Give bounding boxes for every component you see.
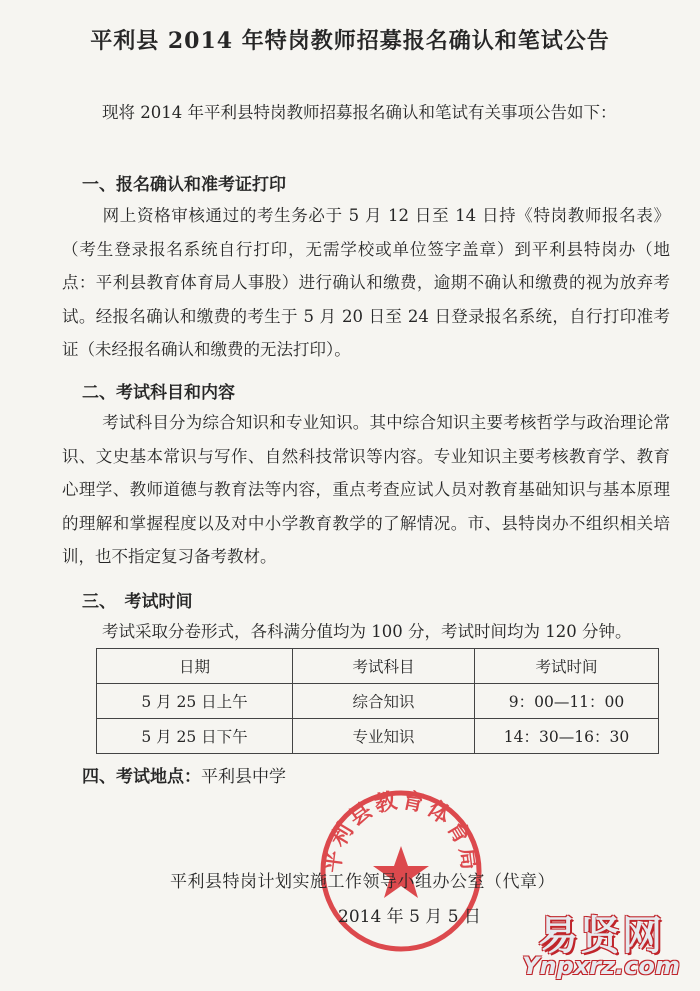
watermark-url: Ynpxrz.com [522,952,680,980]
section-3-body: 考试采取分卷形式，各科满分值均为 100 分，考试时间均为 120 分钟。 [102,622,632,641]
section-1-body: 网上资格审核通过的考生务必于 5 月 12 日至 14 日持《特岗教师报名表》（考生登录报名系统自行打印，无需学校或单位签字盖章）到平利县特岗办（地点：平利县教育体育局人事股）进行确认和缴费，逾期不确认和缴费的视为放弃考试。经报名确认和缴费的考生于 5 月 20 日至 24 日登录报名系统，自行打印准考证（未经报名确认和缴费的无法打印）。 [62,206,670,359]
table-header-time: 考试时间 [475,649,659,684]
exam-schedule-table [96,648,659,754]
table-cell-time: 14：30—16：30 [475,719,659,754]
section-3-heading: 三、 考试时间 [82,592,193,612]
page-title: 平利县 2014 年特岗教师招募报名确认和笔试公告 [90,28,610,54]
venue-label: 四、考试地点： [82,767,201,787]
seal-text: 平利县教育体育局 [320,788,482,875]
table-header-subject: 考试科目 [293,649,475,684]
section-2-body: 考试科目分为综合知识和专业知识。其中综合知识主要考核哲学与政治理论常识、文史基本常识与写作、自然科技常识等内容。专业知识主要考核教育学、教育心理学、教师道德与教育法等内容，重点考查应试人员对教育基础知识与基本原理的理解和掌握程度以及对中小学教育教学的了解情况。市、县特岗办不组织相关培训，也不指定复习备考教材。 [62,413,670,566]
issuer-signature: 平利县特岗计划实施工作领导小组办公室（代章） [170,872,555,892]
table-header-row [97,649,659,684]
venue-value: 平利县中学 [201,767,286,787]
watermark-brand: 易贤网 [538,913,664,959]
intro-paragraph: 现将 2014 年平利县特岗教师招募报名确认和笔试有关事项公告如下： [102,103,617,122]
table-cell-date: 5 月 25 日下午 [97,719,293,754]
table-cell-time: 9：00—11：00 [475,684,659,719]
issue-date: 2014 年 5 月 5 日 [338,907,481,927]
table-cell-date: 5 月 25 日上午 [97,684,293,719]
table-cell-subject: 专业知识 [293,719,475,754]
section-2-heading: 二、考试科目和内容 [82,383,235,403]
table-header-date: 日期 [97,649,293,684]
table-cell-subject: 综合知识 [293,684,475,719]
exam-venue [82,762,286,787]
section-1-heading: 一、报名确认和准考证打印 [82,175,286,195]
table-row [97,684,659,719]
site-watermark [505,904,697,988]
table-row [97,719,659,754]
